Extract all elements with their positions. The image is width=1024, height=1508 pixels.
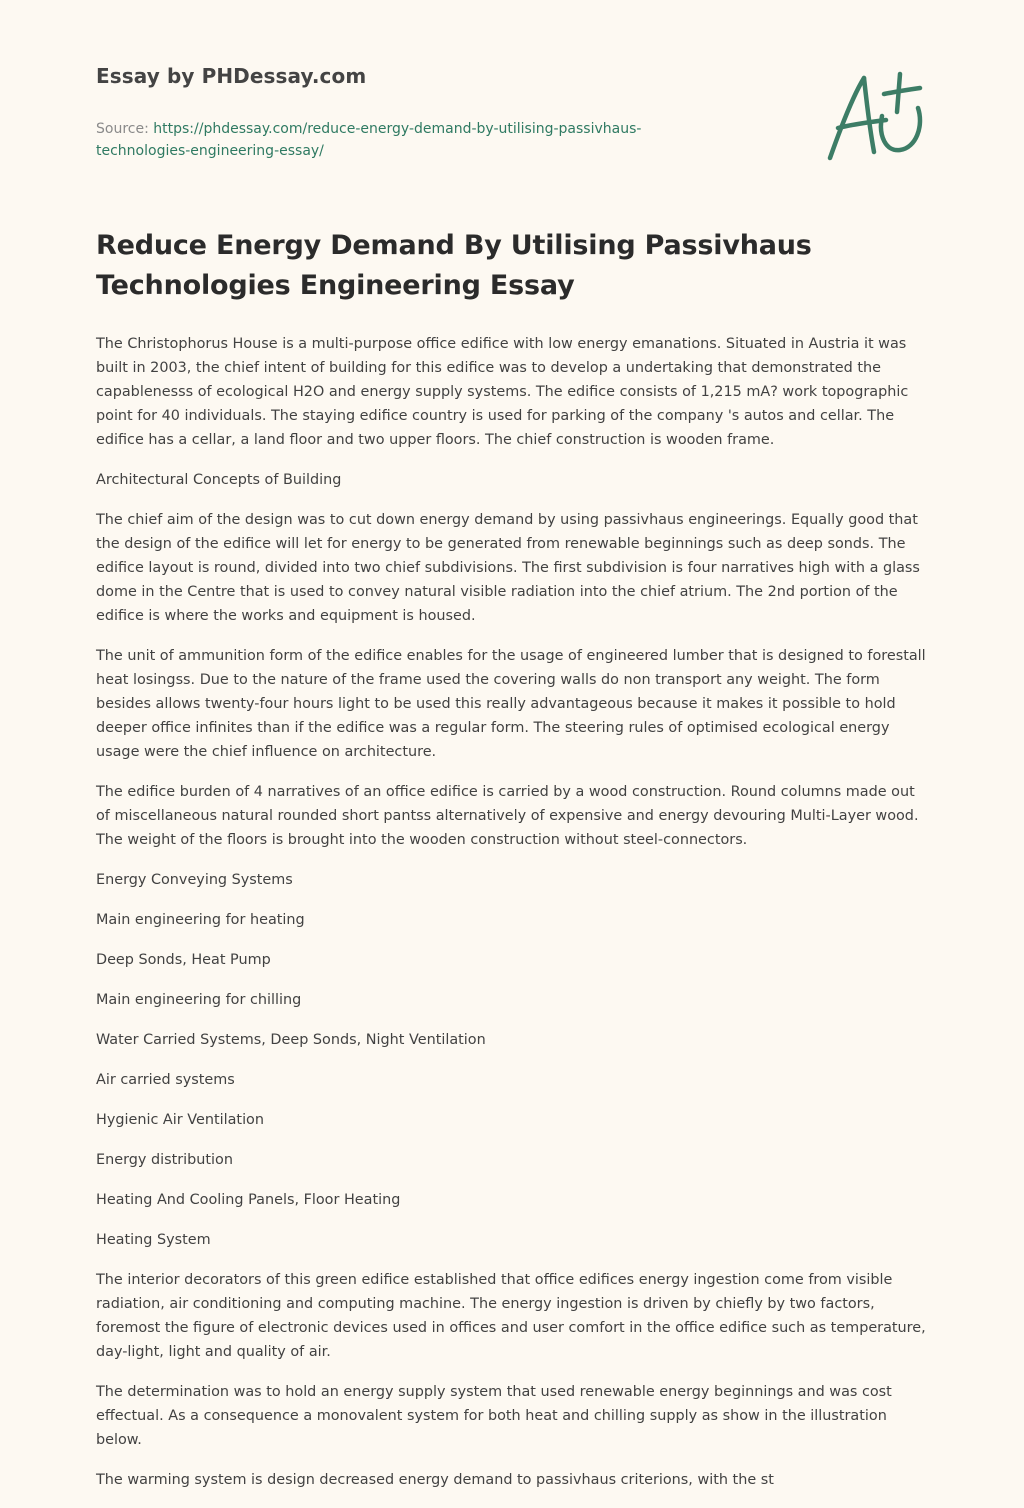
article-title: Reduce Energy Demand By Utilising Passivhaus Technologies Engineering Essay (96, 230, 812, 301)
article-paragraph: The Christophorus House is a multi-purpose office edifice with low energy emanations. Situated in Austria it was built in 2003, the chief intent of building for this edifice was to develop a undertaking that demonstrated the capablenesss of ecological H2O and energy supply systems. The edifice consists of 1,215 mA? work topographic point for 40 individuals. The staying edifice country is used for parking of the company 's autos and cellar. The edifice has a cellar, a land floor and two upper floors. The chief construction is wooden frame. (96, 336, 909, 448)
a-plus-grade-icon (820, 66, 930, 166)
article-paragraph: Energy Conveying Systems (96, 872, 293, 888)
article-paragraph: The edifice burden of 4 narratives of an office edifice is carried by a wood construction. Round columns made out of miscellaneous natural rounded short pantss alternatively of expensive and energy devouring Multi-Layer wood. The weight of the floors is brought into the wooden construction without steel-connectors. (96, 784, 919, 848)
article-paragraph: The warming system is design decreased energy demand to passivhaus criterions, with the st (96, 1472, 774, 1488)
article-paragraph: Water Carried Systems, Deep Sonds, Night Ventilation (96, 1032, 486, 1048)
a-plus-logo (820, 66, 930, 166)
site-brand: Essay by PHDessay.com (96, 64, 367, 88)
article-paragraph: The interior decorators of this green edifice established that office edifices energy ingestion come from visible radiation, air conditioning and computing machine. The energy ingestion is driven by chiefly by two factors, foremost the figure of electronic devices used in offices and user comfort in the office edifice such as temperature, day-light, light and quality of air. (96, 1272, 926, 1360)
article-paragraph: Main engineering for chilling (96, 992, 302, 1008)
article-paragraph: The chief aim of the design was to cut down energy demand by using passivhaus engineerings. Equally good that the design of the edifice will let for energy to be generated from renewable beginnings such as deep sonds. The edifice layout is round, divided into two chief subdivisions. The first subdivision is four narratives high with a glass dome in the Centre that is used to convey natural visible radiation into the chief atrium. The 2nd portion of the edifice is where the works and equipment is housed. (96, 512, 920, 624)
source-link-line-2[interactable]: technologies-engineering-essay/ (96, 143, 324, 159)
article-paragraph: Deep Sonds, Heat Pump (96, 952, 271, 968)
article-body (96, 332, 930, 1492)
source-label: Source: (96, 121, 154, 137)
article-paragraph: Hygienic Air Ventilation (96, 1112, 264, 1128)
article (96, 226, 930, 1508)
article-paragraph: Heating And Cooling Panels, Floor Heating (96, 1192, 401, 1208)
page-header (96, 64, 736, 162)
article-paragraph: Architectural Concepts of Building (96, 472, 342, 488)
article-paragraph: Main engineering for heating (96, 912, 305, 928)
article-paragraph: The determination was to hold an energy supply system that used renewable energy beginnings and was cost effectual. As a consequence a monovalent system for both heat and chilling supply as show in the illustration below. (96, 1384, 892, 1448)
article-paragraph: The unit of ammunition form of the edifice enables for the usage of engineered lumber that is designed to forestall heat losingss. Due to the nature of the frame used the covering walls do non transport any weight. The form besides allows twenty-four hours light to be used this really advantageous because it makes it possible to hold deeper office infinites than if the edifice was a regular form. The steering rules of optimised ecological energy usage were the chief influence on architecture. (96, 648, 926, 760)
source-line (96, 118, 736, 162)
article-paragraph: Heating System (96, 1232, 211, 1248)
source-link[interactable] (96, 121, 641, 159)
source-link-line-1[interactable]: https://phdessay.com/reduce-energy-demand-by-utilising-passivhaus- (153, 121, 642, 137)
article-paragraph: Energy distribution (96, 1152, 233, 1168)
article-paragraph: Air carried systems (96, 1072, 235, 1088)
